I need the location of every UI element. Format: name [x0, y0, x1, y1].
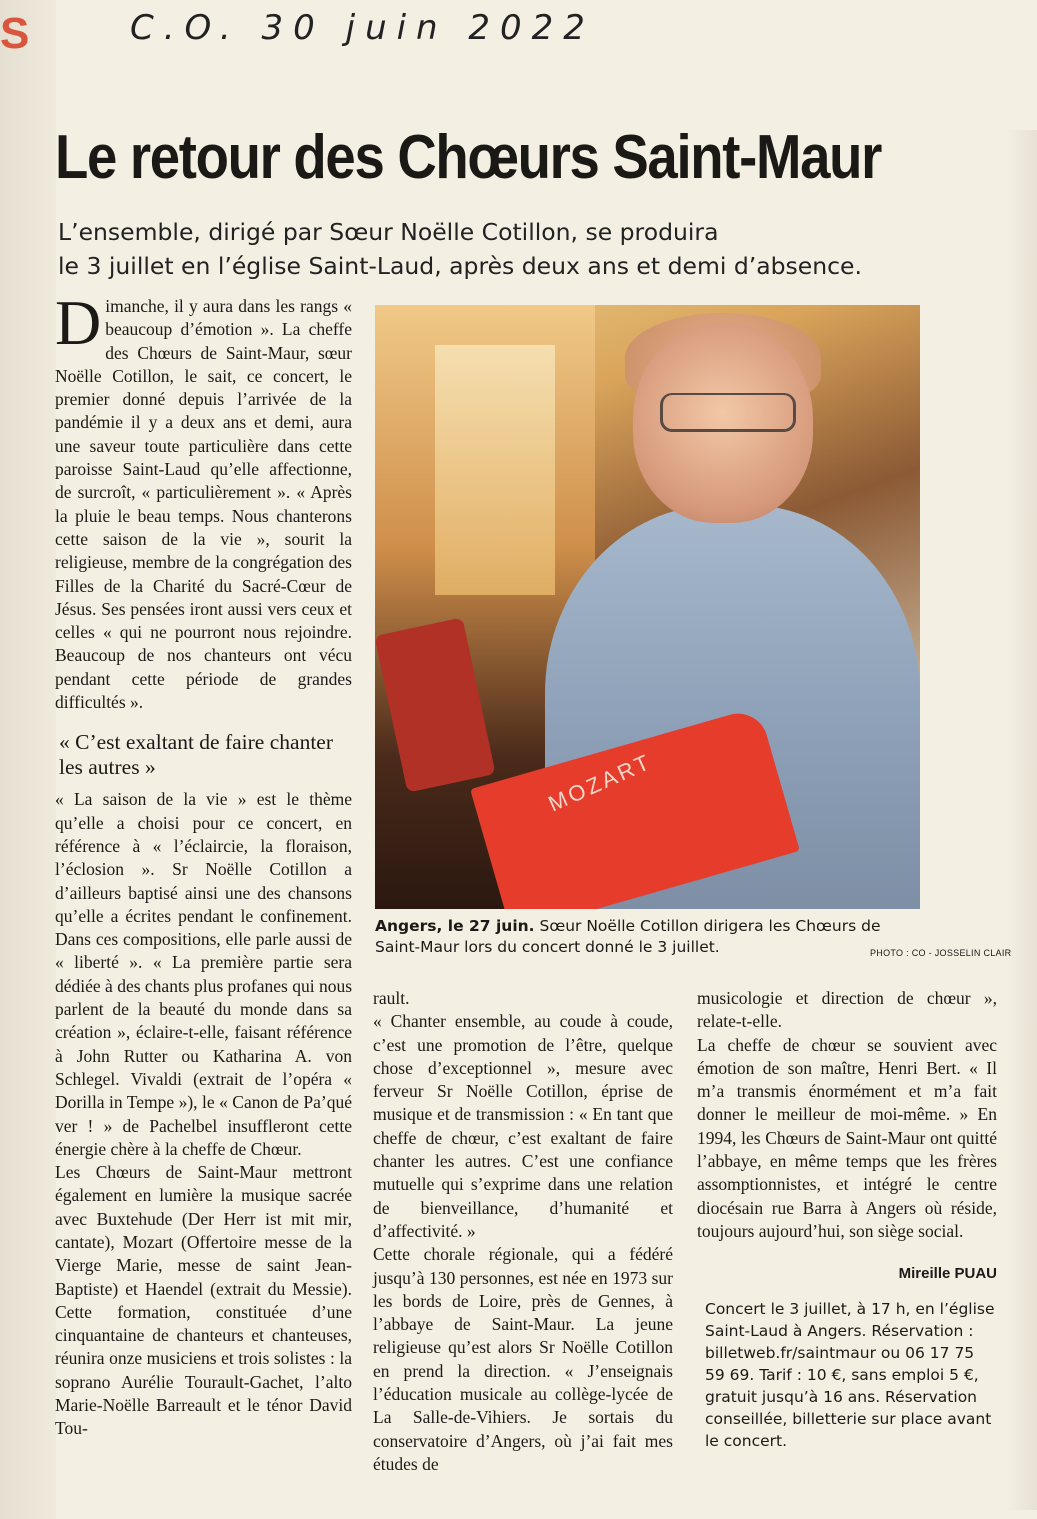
photo-credit: PHOTO : CO - JOSSELIN CLAIR: [870, 948, 1012, 958]
paragraph-studies: musicologie et direction de chœur », relate-t-elle.: [697, 988, 997, 1032]
paragraph-mentor: La cheffe de chœur se souvient avec émotion de son maître, Henri Bert. « Il m’a transmis énormément et m’a fait donner le meilleur de moi-même. » En 1994, les Chœurs de Saint-Maur ont quitté l’abbaye, en même temps que les frères assomptionnistes, et intégré le centre diocésain rue Barra à Angers où réside, toujours aujourd’hui, son siège social.: [697, 1034, 997, 1241]
neighbour-article-edge-right: [1007, 130, 1037, 1510]
caption-text: Sœur Noëlle Cotillon dirigera les Chœurs de Saint-Maur lors du concert donné le 3 juillet.: [375, 917, 881, 956]
handwritten-date-note: C.O. 30 juin 2022: [130, 8, 595, 48]
paragraph-history: Cette chorale régionale, qui a fédéré jusqu’à 130 personnes, est née en 1973 sur les bords de Loire, près de Gennes, à l’abbaye de Saint-Maur. La jeune religieuse qu’est alors Sr Noëlle Cotillon en prend la direction. « J’enseignais l’éducation musicale au collège-lycée de La Salle-de-Vihiers. Je sortais du conservatoire d’Angers, où j’ai fait mes études de: [373, 1244, 673, 1474]
subtitle-line-1: L’ensemble, dirigé par Sœur Noëlle Cotillon, se produira: [58, 218, 719, 246]
paragraph-intro: [55, 287, 352, 714]
photo-glasses: [660, 393, 796, 432]
author-signature: Mireille PUAU: [898, 1265, 997, 1283]
column-2: [373, 987, 673, 1476]
paragraph-theme: « La saison de la vie » est le thème qu’elle a choisi pour ce concert, en référence à « l’éclaircie, la floraison, l’éclosion ». Sr Noëlle Cotillon a d’ailleurs baptisé ainsi une des chansons qu’elle a écrites pendant le confinement. Dans ces compositions, elle parle aussi de « liberté ». « La première partie sera dédiée à des chants plus profanes qui nous parlent de la beauté du monde dans sa création », éclaire-t-elle, faisant référence à John Rutter ou Katharina A. von Schlegel. Vivaldi (extrait de l’opéra « Dorilla in Tempe »), le « Canon de Pa’qué ver ! » de Pachelbel insuffleront cette énergie chère à la cheffe de Chœur.: [55, 789, 352, 1159]
paragraph-quote: « Chanter ensemble, au coude à coude, c’est une promotion de l’être, quelque chose d’exceptionnel », mesure avec ferveur Sr Noëlle Cotillon, éprise de musique et de transmission : « En tant que cheffe de chœur, c’est exaltant de faire chanter les autres. C’est une confiance mutuelle qui s’exprime dans une relation de bienveillance, d’humanité et d’affectivité. »: [373, 1011, 673, 1241]
article-title: Le retour des Chœurs Saint-Maur: [55, 123, 882, 192]
column-3: [697, 987, 997, 1452]
paragraph-program: Les Chœurs de Saint-Maur mettront également en lumière la musique sacrée avec Buxtehude (Der Herr ist mit mir, cantate), Mozart (Offertoire messe de la Vierge Marie, messe de saint Jean-Baptiste) et Haendel (extrait du Messie). Cette formation, constituée d’une cinquantaine de chanteurs et chanteuses, réunira onze musiciens et trois solistes : la soprano Aurélie Tourault-Gachet, l’alto Marie-Noëlle Barreault et le ténor David Tou-: [55, 1162, 352, 1439]
photo-window-light: [435, 345, 555, 595]
article-subtitle: [58, 215, 958, 283]
neighbour-article-edge-left: [0, 0, 56, 1519]
section-letter: S: [0, 10, 30, 58]
column-1: [55, 287, 352, 1441]
practical-info: Concert le 3 juillet, à 17 h, en l’église Saint-Laud à Angers. Réservation : billetweb.fr/saintmaur ou 06 17 75 59 69. Tarif : 10 €, sans emploi 5 €, gratuit jusqu’à 16 ans. Réservation conseillée, billetterie sur place avant le concert.: [705, 1300, 995, 1451]
caption-place-date: Angers, le 27 juin.: [375, 917, 535, 935]
paragraph-intro-text: imanche, il y aura dans les rangs « beaucoup d’émotion ». La cheffe des Chœurs de Saint-Maur, sœur Noëlle Cotillon, le sait, ce concert, le premier donné depuis l’arrivée de la pandémie il y a deux ans et demi, aura une saveur toute particulière dans cette paroisse Saint-Laud qu’elle affectionne, de surcroît, « particulièrement ». « Après la pluie le beau temps. Nous chanterons cette saison de la vie », sourit la religieuse, membre de la congrégation des Filles de la Charité du Sacré-Cœur de Jésus. Ses pensées iront aussi vers ceux et celles « qui ne pourront nous rejoindre. Beaucoup de nos chanteurs ont vécu pendant cette période de grandes difficultés ».: [55, 296, 352, 713]
photo-score-title: MOZART: [544, 748, 656, 817]
paragraph-continued: rault.: [373, 988, 410, 1008]
intertitle: « C’est exaltant de faire chanter les autres »: [59, 730, 333, 780]
drop-cap: D: [55, 287, 102, 358]
photo-caption: [375, 916, 920, 958]
subtitle-line-2: le 3 juillet en l’église Saint-Laud, après deux ans et demi d’absence.: [58, 252, 862, 280]
article-photo: [375, 305, 920, 909]
